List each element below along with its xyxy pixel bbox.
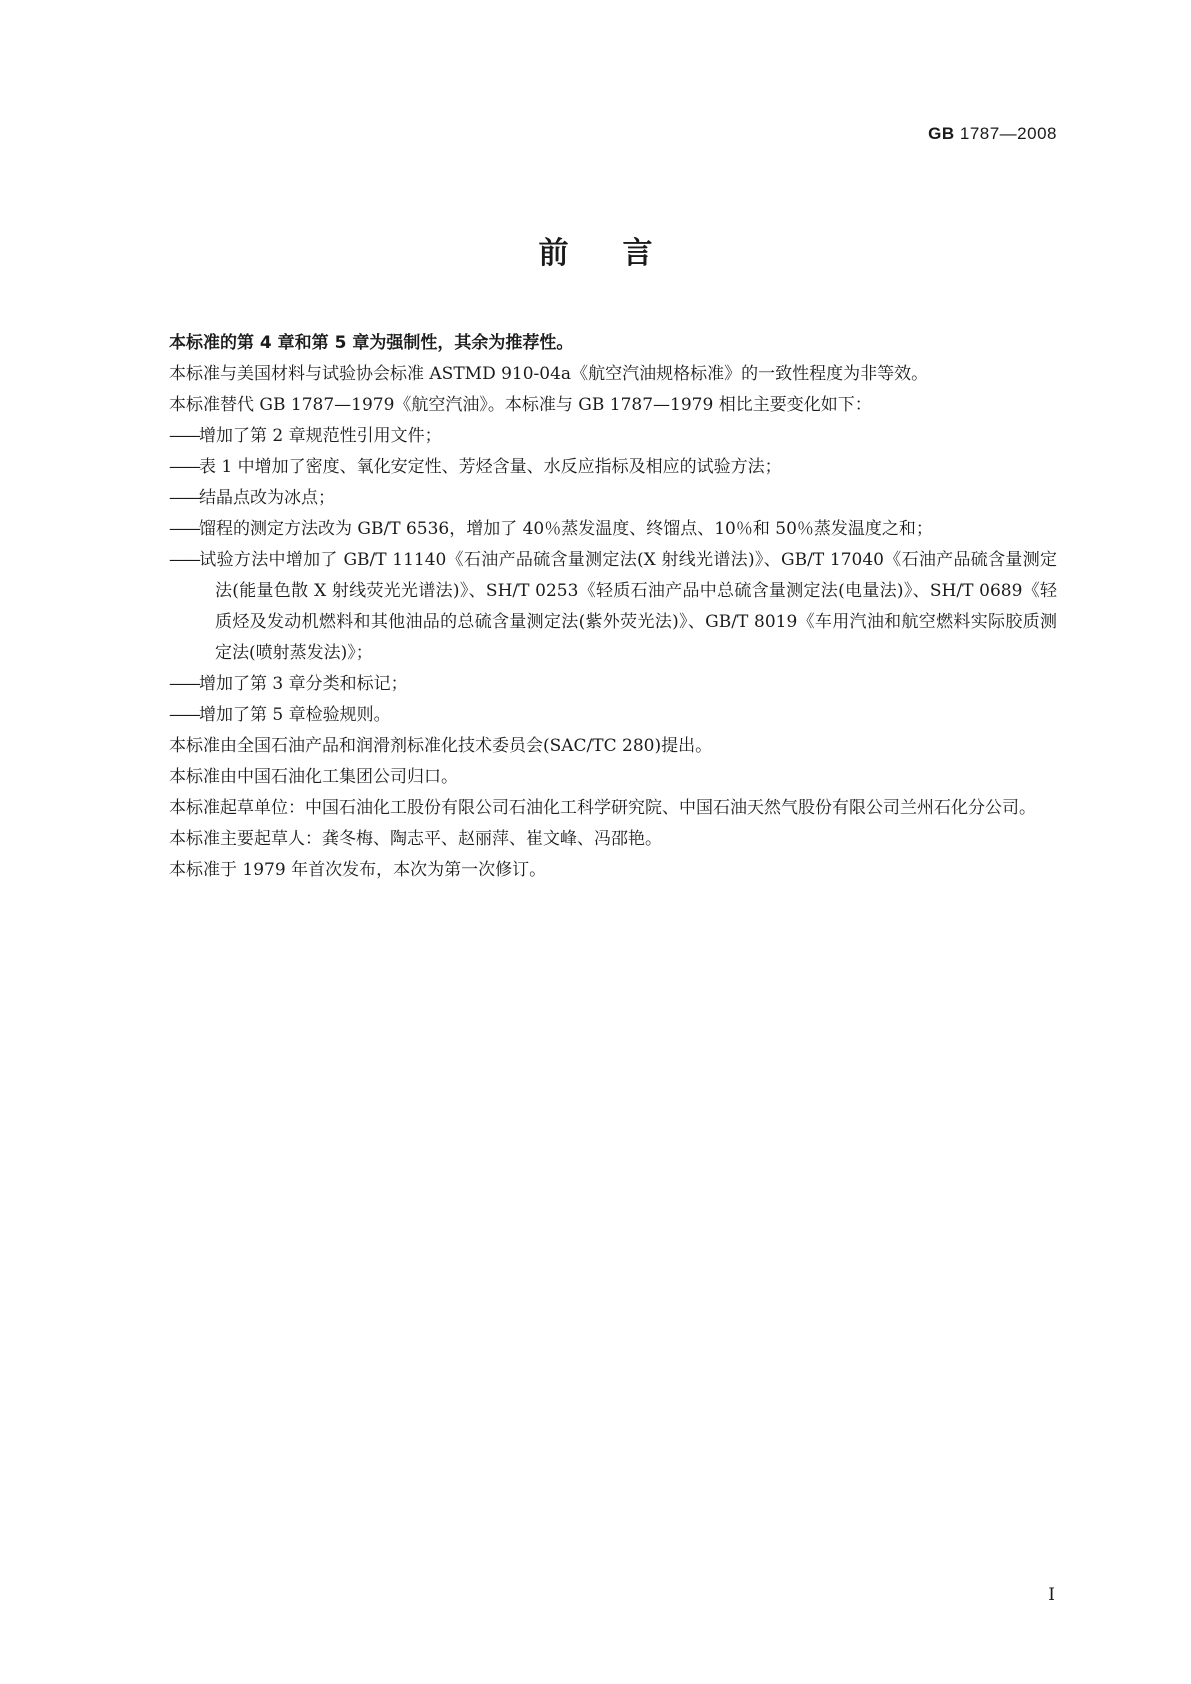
foreword-body [135, 328, 1057, 886]
list-item [135, 700, 1057, 731]
standard-number [928, 124, 1057, 144]
list-dash: —— [169, 550, 199, 570]
list-item [135, 421, 1057, 452]
list-dash: —— [169, 519, 199, 539]
paragraph-equivalence: 本标准与美国材料与试验协会标准 ASTMD 910-04a《航空汽油规格标准》的一致性程度为非等效。 [169, 364, 929, 384]
list-dash: —— [169, 705, 199, 725]
list-item [135, 483, 1057, 514]
paragraph-proposer: 本标准由全国石油产品和润滑剂标准化技术委员会(SAC/TC 280)提出。 [169, 736, 713, 756]
standard-code: GB [928, 124, 955, 143]
paragraph-centralized: 本标准由中国石油化工集团公司归口。 [169, 767, 458, 787]
list-dash: —— [169, 457, 199, 477]
paragraph-replacement: 本标准替代 GB 1787—1979《航空汽油》。本标准与 GB 1787—1979 相比主要变化如下： [169, 395, 872, 415]
list-item-text: 增加了第 2 章规范性引用文件； [199, 426, 442, 446]
list-item-text: 馏程的测定方法改为 GB/T 6536，增加了 40％蒸发温度、终馏点、10％和 50％蒸发温度之和； [199, 519, 933, 539]
list-dash: —— [169, 488, 199, 508]
page-title: 前言 [538, 236, 707, 271]
list-item [135, 452, 1057, 483]
paragraph-history: 本标准于 1979 年首次发布，本次为第一次修订。 [169, 860, 547, 880]
list-item-text: 试验方法中增加了 GB/T 11140《石油产品硫含量测定法(X 射线光谱法)》、GB/T 17040《石油产品硫含量测定法(能量色散 X 射线荧光光谱法)》、SH/T 0253《轻质石油产品中总硫含量测定法(电量法)》、SH/T 0689《轻质烃及发动机燃料和其他油品的总硫含量测定法(紫外荧光法)》、GB/T 8019《车用汽油和航空燃料实际胶质测定法(喷射蒸发法)》； [199, 550, 1057, 663]
list-item-text: 结晶点改为冰点； [199, 488, 335, 508]
paragraph-mandatory-clauses: 本标准的第 4 章和第 5 章为强制性，其余为推荐性。 [169, 333, 574, 353]
list-item-text: 增加了第 5 章检验规则。 [199, 705, 391, 725]
list-item [135, 545, 1057, 669]
list-dash: —— [169, 674, 199, 694]
list-item [135, 514, 1057, 545]
list-item-text: 增加了第 3 章分类和标记； [199, 674, 408, 694]
page-number: I [1048, 1585, 1055, 1605]
list-item [135, 669, 1057, 700]
list-item-text: 表 1 中增加了密度、氧化安定性、芳烃含量、水反应指标及相应的试验方法； [199, 457, 782, 477]
paragraph-drafting-units: 本标准起草单位：中国石油化工股份有限公司石油化工科学研究院、中国石油天然气股份有限公司兰州石化分公司。 [169, 798, 1036, 818]
standard-year-number: 1787—2008 [959, 124, 1057, 143]
changes-list [135, 421, 1057, 731]
paragraph-drafters: 本标准主要起草人：龚冬梅、陶志平、赵丽萍、崔文峰、冯邵艳。 [169, 829, 662, 849]
list-dash: —— [169, 426, 199, 446]
